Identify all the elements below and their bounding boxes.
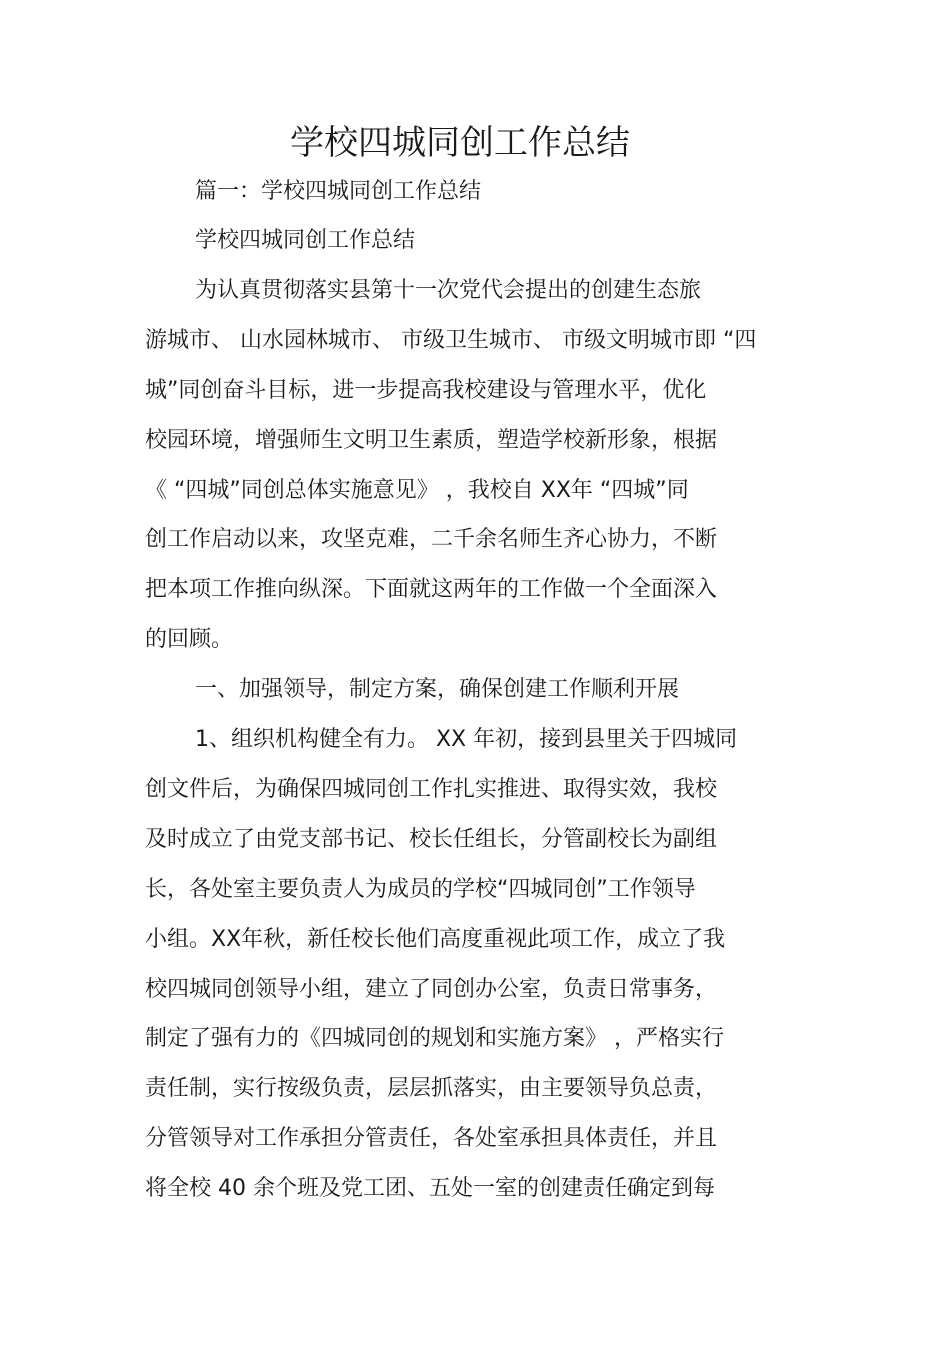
paragraph-line: 的回顾。 bbox=[145, 627, 234, 652]
paragraph-line: 责任制，实行按级负责，层层抓落实，由主要领导负总责， bbox=[145, 1076, 718, 1101]
paragraph-line: 把本项工作推向纵深。下面就这两年的工作做一个全面深入 bbox=[145, 577, 718, 602]
paragraph-line: 城”同创奋斗目标，进一步提高我校建设与管理水平，优化 bbox=[145, 378, 707, 403]
paragraph-line: 及时成立了由党支部书记、校长任组长，分管副校长为副组 bbox=[145, 827, 718, 852]
paragraph-line: 小组。XX年秋，新任校长他们高度重视此项工作，成立了我 bbox=[145, 927, 726, 952]
paragraph-line: 校四城同创领导小组，建立了同创办公室，负责日常事务， bbox=[145, 977, 718, 1002]
paragraph-line: 长，各处室主要负责人为成员的学校“四城同创”工作领导 bbox=[145, 877, 696, 902]
paragraph-line: 创文件后，为确保四城同创工作扎实推进、取得实效，我校 bbox=[145, 777, 718, 802]
paragraph-line: 分管领导对工作承担分管责任，各处室承担具体责任，并且 bbox=[145, 1126, 718, 1151]
paragraph-line: 制定了强有力的《四城同创的规划和实施方案》 ，严格实行 bbox=[145, 1026, 724, 1051]
section-heading: 篇一：学校四城同创工作总结 bbox=[195, 179, 482, 204]
paragraph-line: 《 “四城”同创总体实施意见》 ，我校自 XX年 “四城”同 bbox=[145, 478, 689, 503]
paragraph-line: 将全校 40 余个班及党工团、五处一室的创建责任确定到每 bbox=[145, 1176, 715, 1201]
paragraph-line: 校园环境，增强师生文明卫生素质，塑造学校新形象，根据 bbox=[145, 428, 718, 453]
document-title: 学校四城同创工作总结 bbox=[290, 123, 630, 163]
paragraph-line: 1、组织机构健全有力。 XX 年初，接到县里关于四城同 bbox=[195, 727, 738, 752]
section-heading: 一、加强领导，制定方案，确保创建工作顺利开展 bbox=[195, 677, 680, 702]
paragraph-line: 游城市、 山水园林城市、 市级卫生城市、 市级文明城市即 “四 bbox=[145, 328, 757, 353]
paragraph-line: 为认真贯彻落实县第十一次党代会提出的创建生态旅 bbox=[195, 278, 702, 303]
paragraph-line: 创工作启动以来，攻坚克难，二千余名师生齐心协力，不断 bbox=[145, 527, 718, 552]
subtitle: 学校四城同创工作总结 bbox=[195, 228, 416, 253]
